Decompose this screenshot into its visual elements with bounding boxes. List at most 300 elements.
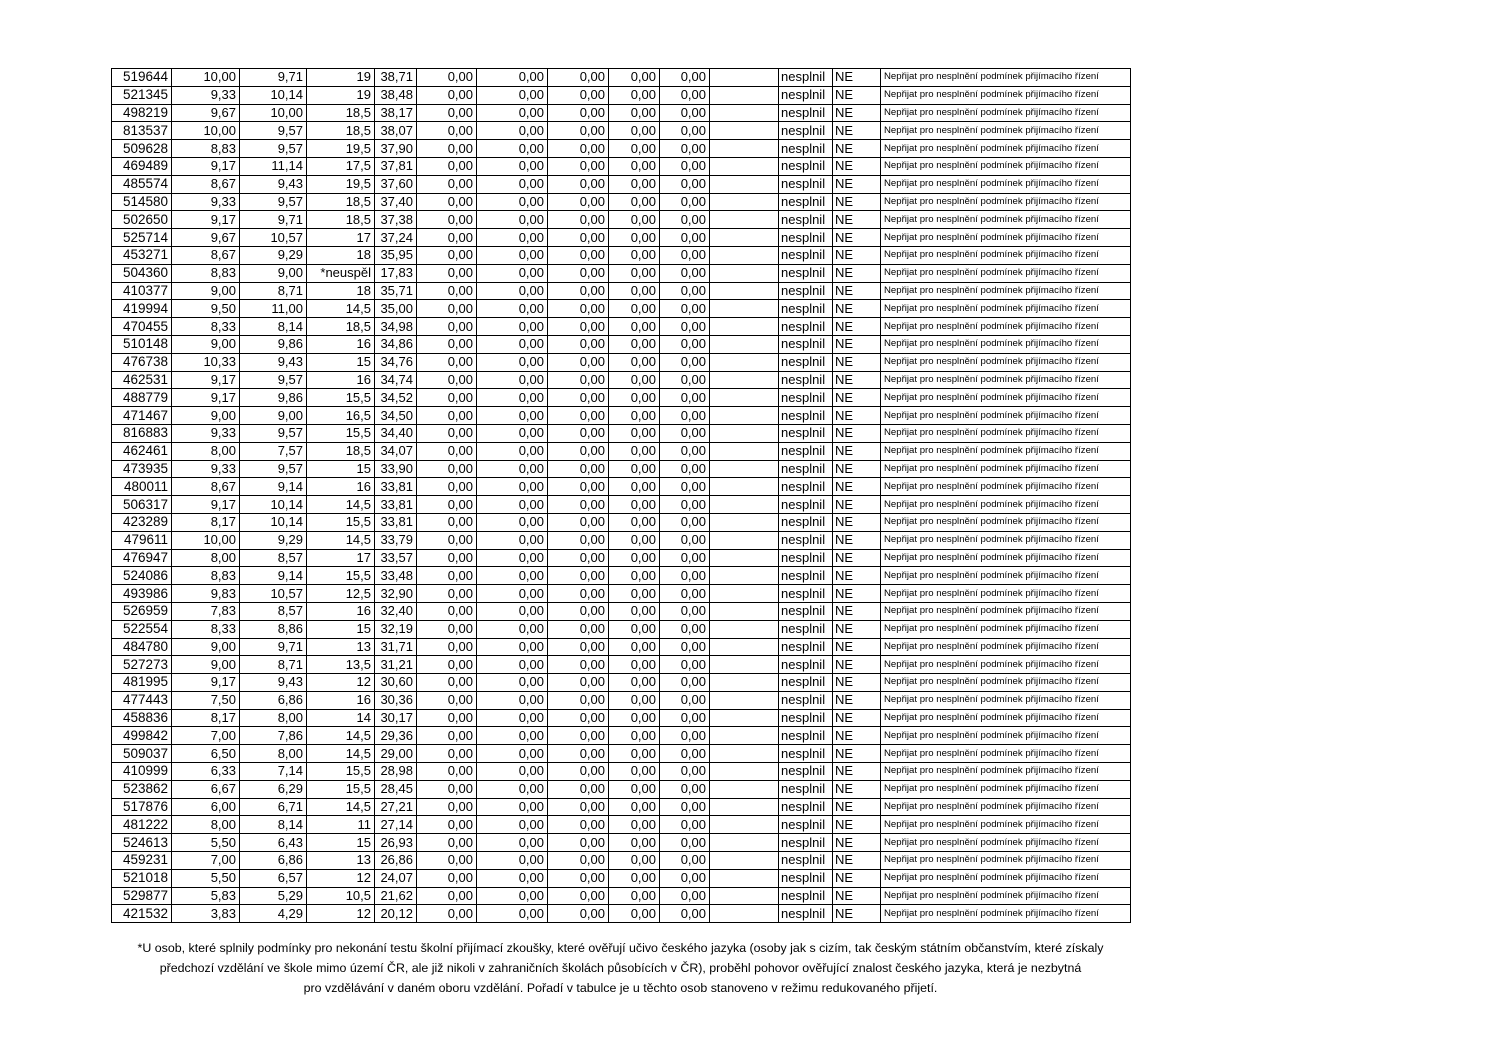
applicant-id-cell: 509037 <box>112 745 172 763</box>
score-7-cell: 0,00 <box>609 460 660 478</box>
score-5-cell: 0,00 <box>477 318 548 336</box>
condition-status-cell: nesplnil <box>779 745 833 763</box>
admitted-flag-cell: NE <box>833 745 881 763</box>
score-2-cell: 9,86 <box>240 335 307 353</box>
applicant-id-cell: 484780 <box>112 638 172 656</box>
condition-status-cell: nesplnil <box>779 140 833 158</box>
score-6-cell: 0,00 <box>548 852 609 870</box>
score-5-cell: 0,00 <box>477 211 548 229</box>
condition-status-cell: nesplnil <box>779 264 833 282</box>
admitted-flag-cell: NE <box>833 460 881 478</box>
score-4-cell: 0,00 <box>417 140 477 158</box>
score-4-cell: 0,00 <box>417 86 477 104</box>
score-7-cell: 0,00 <box>609 175 660 193</box>
admitted-flag-cell: NE <box>833 282 881 300</box>
score-7-cell: 0,00 <box>609 157 660 175</box>
score-5-cell: 0,00 <box>477 691 548 709</box>
admitted-flag-cell: NE <box>833 531 881 549</box>
condition-status-cell: nesplnil <box>779 531 833 549</box>
score-7-cell: 0,00 <box>609 763 660 781</box>
score-3-cell: 19,5 <box>307 140 375 158</box>
condition-status-cell: nesplnil <box>779 460 833 478</box>
condition-status-cell: nesplnil <box>779 674 833 692</box>
blank-cell-cell <box>710 371 779 389</box>
score-8-cell: 0,00 <box>660 727 710 745</box>
score-1-cell: 9,67 <box>172 229 240 247</box>
score-1-cell: 8,83 <box>172 567 240 585</box>
score-1-cell: 7,00 <box>172 727 240 745</box>
applicant-id-cell: 813537 <box>112 122 172 140</box>
table-row <box>112 69 1131 87</box>
score-2-cell: 7,57 <box>240 442 307 460</box>
score-4-cell: 0,00 <box>417 852 477 870</box>
total-score-cell: 29,00 <box>375 745 417 763</box>
score-6-cell: 0,00 <box>548 763 609 781</box>
applicant-id-cell: 523862 <box>112 780 172 798</box>
score-7-cell: 0,00 <box>609 798 660 816</box>
footnote-line-1: *U osob, které splnily podmínky pro nekonání testu školní přijímací zkoušky, které ověřují učivo českého jazyka (osoby jak s cizím, tak českým státním občanstvím, které získaly <box>137 941 1104 955</box>
condition-status-cell: nesplnil <box>779 549 833 567</box>
applicant-id-cell: 522554 <box>112 620 172 638</box>
blank-cell-cell <box>710 193 779 211</box>
score-1-cell: 8,67 <box>172 478 240 496</box>
table-row <box>112 193 1131 211</box>
table-row <box>112 335 1131 353</box>
score-5-cell: 0,00 <box>477 460 548 478</box>
table-row <box>112 389 1131 407</box>
score-2-cell: 9,71 <box>240 69 307 87</box>
condition-status-cell: nesplnil <box>779 104 833 122</box>
result-note-cell: Nepřijat pro nesplnění podmínek přijímacího řízení <box>881 656 1131 674</box>
score-8-cell: 0,00 <box>660 157 710 175</box>
score-5-cell: 0,00 <box>477 122 548 140</box>
score-2-cell: 9,57 <box>240 193 307 211</box>
total-score-cell: 28,98 <box>375 763 417 781</box>
result-note-cell: Nepřijat pro nesplnění podmínek přijímacího řízení <box>881 229 1131 247</box>
score-1-cell: 8,83 <box>172 140 240 158</box>
score-2-cell: 11,00 <box>240 300 307 318</box>
admitted-flag-cell: NE <box>833 674 881 692</box>
score-5-cell: 0,00 <box>477 887 548 905</box>
score-6-cell: 0,00 <box>548 816 609 834</box>
score-8-cell: 0,00 <box>660 371 710 389</box>
score-4-cell: 0,00 <box>417 104 477 122</box>
score-5-cell: 0,00 <box>477 175 548 193</box>
score-8-cell: 0,00 <box>660 442 710 460</box>
score-2-cell: 6,43 <box>240 834 307 852</box>
table-row <box>112 282 1131 300</box>
blank-cell-cell <box>710 852 779 870</box>
score-4-cell: 0,00 <box>417 638 477 656</box>
total-score-cell: 37,90 <box>375 140 417 158</box>
score-5-cell: 0,00 <box>477 780 548 798</box>
score-4-cell: 0,00 <box>417 674 477 692</box>
result-note-cell: Nepřijat pro nesplnění podmínek přijímacího řízení <box>881 709 1131 727</box>
score-8-cell: 0,00 <box>660 620 710 638</box>
score-1-cell: 9,33 <box>172 86 240 104</box>
score-7-cell: 0,00 <box>609 887 660 905</box>
total-score-cell: 32,90 <box>375 585 417 603</box>
score-5-cell: 0,00 <box>477 157 548 175</box>
score-1-cell: 10,33 <box>172 353 240 371</box>
score-8-cell: 0,00 <box>660 798 710 816</box>
table-row <box>112 549 1131 567</box>
result-note-cell: Nepřijat pro nesplnění podmínek přijímacího řízení <box>881 371 1131 389</box>
condition-status-cell: nesplnil <box>779 798 833 816</box>
table-row <box>112 424 1131 442</box>
score-5-cell: 0,00 <box>477 193 548 211</box>
condition-status-cell: nesplnil <box>779 193 833 211</box>
blank-cell-cell <box>710 211 779 229</box>
score-1-cell: 9,17 <box>172 389 240 407</box>
score-2-cell: 6,86 <box>240 852 307 870</box>
score-7-cell: 0,00 <box>609 264 660 282</box>
condition-status-cell: nesplnil <box>779 656 833 674</box>
score-4-cell: 0,00 <box>417 69 477 87</box>
score-3-cell: 14,5 <box>307 300 375 318</box>
admitted-flag-cell: NE <box>833 691 881 709</box>
score-4-cell: 0,00 <box>417 513 477 531</box>
condition-status-cell: nesplnil <box>779 86 833 104</box>
admitted-flag-cell: NE <box>833 567 881 585</box>
score-7-cell: 0,00 <box>609 869 660 887</box>
applicant-id-cell: 419994 <box>112 300 172 318</box>
score-3-cell: 12 <box>307 869 375 887</box>
table-row <box>112 460 1131 478</box>
score-8-cell: 0,00 <box>660 211 710 229</box>
admitted-flag-cell: NE <box>833 229 881 247</box>
result-note-cell: Nepřijat pro nesplnění podmínek přijímacího řízení <box>881 193 1131 211</box>
score-3-cell: *neuspěl <box>307 264 375 282</box>
score-4-cell: 0,00 <box>417 264 477 282</box>
score-5-cell: 0,00 <box>477 478 548 496</box>
applicant-id-cell: 479611 <box>112 531 172 549</box>
admitted-flag-cell: NE <box>833 318 881 336</box>
table-row <box>112 531 1131 549</box>
score-4-cell: 0,00 <box>417 442 477 460</box>
score-8-cell: 0,00 <box>660 424 710 442</box>
score-1-cell: 10,00 <box>172 531 240 549</box>
score-6-cell: 0,00 <box>548 887 609 905</box>
condition-status-cell: nesplnil <box>779 602 833 620</box>
table-row <box>112 229 1131 247</box>
admitted-flag-cell: NE <box>833 763 881 781</box>
score-5-cell: 0,00 <box>477 104 548 122</box>
score-5-cell: 0,00 <box>477 656 548 674</box>
score-7-cell: 0,00 <box>609 905 660 923</box>
table-row <box>112 353 1131 371</box>
applicant-id-cell: 524613 <box>112 834 172 852</box>
score-1-cell: 8,17 <box>172 513 240 531</box>
condition-status-cell: nesplnil <box>779 246 833 264</box>
table-row <box>112 371 1131 389</box>
score-7-cell: 0,00 <box>609 211 660 229</box>
score-3-cell: 14,5 <box>307 727 375 745</box>
applicant-id-cell: 510148 <box>112 335 172 353</box>
blank-cell-cell <box>710 407 779 425</box>
score-1-cell: 6,50 <box>172 745 240 763</box>
footnote-line-2: předchozí vzdělání ve škole mimo území ČR, ale již nikoli v zahraničních školách působících v ČR), proběhl pohovor ověřující znalost českého jazyka, která je nezbytná <box>159 961 1082 975</box>
score-3-cell: 19 <box>307 69 375 87</box>
score-4-cell: 0,00 <box>417 834 477 852</box>
table-row <box>112 86 1131 104</box>
total-score-cell: 26,86 <box>375 852 417 870</box>
applicant-id-cell: 481995 <box>112 674 172 692</box>
score-7-cell: 0,00 <box>609 69 660 87</box>
score-6-cell: 0,00 <box>548 620 609 638</box>
score-2-cell: 10,57 <box>240 585 307 603</box>
score-7-cell: 0,00 <box>609 816 660 834</box>
applicant-id-cell: 476738 <box>112 353 172 371</box>
applicant-id-cell: 499842 <box>112 727 172 745</box>
score-6-cell: 0,00 <box>548 478 609 496</box>
score-1-cell: 5,50 <box>172 834 240 852</box>
score-4-cell: 0,00 <box>417 229 477 247</box>
score-1-cell: 8,17 <box>172 709 240 727</box>
score-2-cell: 6,71 <box>240 798 307 816</box>
score-4-cell: 0,00 <box>417 246 477 264</box>
score-5-cell: 0,00 <box>477 709 548 727</box>
applicant-id-cell: 423289 <box>112 513 172 531</box>
score-6-cell: 0,00 <box>548 353 609 371</box>
result-note-cell: Nepřijat pro nesplnění podmínek přijímacího řízení <box>881 727 1131 745</box>
score-2-cell: 9,43 <box>240 175 307 193</box>
blank-cell-cell <box>710 229 779 247</box>
blank-cell-cell <box>710 691 779 709</box>
score-8-cell: 0,00 <box>660 300 710 318</box>
score-5-cell: 0,00 <box>477 549 548 567</box>
applicant-id-cell: 526959 <box>112 602 172 620</box>
score-8-cell: 0,00 <box>660 140 710 158</box>
blank-cell-cell <box>710 709 779 727</box>
score-2-cell: 4,29 <box>240 905 307 923</box>
score-6-cell: 0,00 <box>548 229 609 247</box>
score-6-cell: 0,00 <box>548 567 609 585</box>
total-score-cell: 34,86 <box>375 335 417 353</box>
total-score-cell: 35,00 <box>375 300 417 318</box>
condition-status-cell: nesplnil <box>779 318 833 336</box>
total-score-cell: 31,71 <box>375 638 417 656</box>
score-7-cell: 0,00 <box>609 780 660 798</box>
score-3-cell: 15,5 <box>307 513 375 531</box>
admitted-flag-cell: NE <box>833 496 881 514</box>
result-note-cell: Nepřijat pro nesplnění podmínek přijímacího řízení <box>881 140 1131 158</box>
blank-cell-cell <box>710 745 779 763</box>
admitted-flag-cell: NE <box>833 389 881 407</box>
score-1-cell: 9,00 <box>172 407 240 425</box>
score-4-cell: 0,00 <box>417 691 477 709</box>
total-score-cell: 30,60 <box>375 674 417 692</box>
applicant-id-cell: 471467 <box>112 407 172 425</box>
result-note-cell: Nepřijat pro nesplnění podmínek přijímacího řízení <box>881 798 1131 816</box>
table-row <box>112 175 1131 193</box>
score-2-cell: 9,29 <box>240 531 307 549</box>
score-7-cell: 0,00 <box>609 496 660 514</box>
score-3-cell: 13,5 <box>307 656 375 674</box>
total-score-cell: 30,17 <box>375 709 417 727</box>
admitted-flag-cell: NE <box>833 104 881 122</box>
blank-cell-cell <box>710 442 779 460</box>
result-note-cell: Nepřijat pro nesplnění podmínek přijímacího řízení <box>881 620 1131 638</box>
admitted-flag-cell: NE <box>833 602 881 620</box>
result-note-cell: Nepřijat pro nesplnění podmínek přijímacího řízení <box>881 318 1131 336</box>
score-2-cell: 6,86 <box>240 691 307 709</box>
applicant-id-cell: 481222 <box>112 816 172 834</box>
score-1-cell: 9,33 <box>172 460 240 478</box>
score-7-cell: 0,00 <box>609 122 660 140</box>
score-5-cell: 0,00 <box>477 86 548 104</box>
score-8-cell: 0,00 <box>660 691 710 709</box>
score-1-cell: 9,00 <box>172 656 240 674</box>
table-row <box>112 763 1131 781</box>
score-3-cell: 12,5 <box>307 585 375 603</box>
score-3-cell: 18,5 <box>307 318 375 336</box>
applicant-id-cell: 469489 <box>112 157 172 175</box>
admitted-flag-cell: NE <box>833 157 881 175</box>
score-4-cell: 0,00 <box>417 905 477 923</box>
blank-cell-cell <box>710 567 779 585</box>
score-2-cell: 8,00 <box>240 745 307 763</box>
score-1-cell: 9,00 <box>172 282 240 300</box>
applicant-id-cell: 514580 <box>112 193 172 211</box>
score-2-cell: 10,00 <box>240 104 307 122</box>
score-4-cell: 0,00 <box>417 798 477 816</box>
admitted-flag-cell: NE <box>833 371 881 389</box>
score-6-cell: 0,00 <box>548 104 609 122</box>
score-1-cell: 3,83 <box>172 905 240 923</box>
score-2-cell: 9,86 <box>240 389 307 407</box>
score-4-cell: 0,00 <box>417 193 477 211</box>
table-row <box>112 264 1131 282</box>
condition-status-cell: nesplnil <box>779 567 833 585</box>
score-6-cell: 0,00 <box>548 798 609 816</box>
result-note-cell: Nepřijat pro nesplnění podmínek přijímacího řízení <box>881 335 1131 353</box>
score-6-cell: 0,00 <box>548 86 609 104</box>
score-8-cell: 0,00 <box>660 887 710 905</box>
score-2-cell: 9,14 <box>240 567 307 585</box>
score-3-cell: 16 <box>307 371 375 389</box>
table-row <box>112 638 1131 656</box>
score-5-cell: 0,00 <box>477 852 548 870</box>
score-3-cell: 10,5 <box>307 887 375 905</box>
score-1-cell: 9,00 <box>172 335 240 353</box>
condition-status-cell: nesplnil <box>779 852 833 870</box>
score-2-cell: 10,57 <box>240 229 307 247</box>
score-7-cell: 0,00 <box>609 371 660 389</box>
result-note-cell: Nepřijat pro nesplnění podmínek přijímacího řízení <box>881 585 1131 603</box>
score-6-cell: 0,00 <box>548 691 609 709</box>
applicant-id-cell: 453271 <box>112 246 172 264</box>
score-2-cell: 9,43 <box>240 353 307 371</box>
score-1-cell: 8,83 <box>172 264 240 282</box>
score-7-cell: 0,00 <box>609 104 660 122</box>
admitted-flag-cell: NE <box>833 300 881 318</box>
score-8-cell: 0,00 <box>660 852 710 870</box>
total-score-cell: 24,07 <box>375 869 417 887</box>
score-1-cell: 8,67 <box>172 175 240 193</box>
applicant-id-cell: 529877 <box>112 887 172 905</box>
total-score-cell: 34,98 <box>375 318 417 336</box>
admitted-flag-cell: NE <box>833 211 881 229</box>
score-8-cell: 0,00 <box>660 674 710 692</box>
blank-cell-cell <box>710 905 779 923</box>
table-row <box>112 745 1131 763</box>
applicant-id-cell: 485574 <box>112 175 172 193</box>
score-4-cell: 0,00 <box>417 282 477 300</box>
condition-status-cell: nesplnil <box>779 905 833 923</box>
score-5-cell: 0,00 <box>477 798 548 816</box>
condition-status-cell: nesplnil <box>779 300 833 318</box>
score-7-cell: 0,00 <box>609 602 660 620</box>
score-2-cell: 6,57 <box>240 869 307 887</box>
blank-cell-cell <box>710 246 779 264</box>
applicant-id-cell: 459231 <box>112 852 172 870</box>
score-4-cell: 0,00 <box>417 478 477 496</box>
score-7-cell: 0,00 <box>609 709 660 727</box>
applicant-id-cell: 462461 <box>112 442 172 460</box>
score-1-cell: 9,17 <box>172 674 240 692</box>
blank-cell-cell <box>710 86 779 104</box>
admitted-flag-cell: NE <box>833 887 881 905</box>
score-8-cell: 0,00 <box>660 478 710 496</box>
result-note-cell: Nepřijat pro nesplnění podmínek přijímacího řízení <box>881 282 1131 300</box>
score-8-cell: 0,00 <box>660 104 710 122</box>
score-4-cell: 0,00 <box>417 656 477 674</box>
condition-status-cell: nesplnil <box>779 175 833 193</box>
score-5-cell: 0,00 <box>477 246 548 264</box>
total-score-cell: 33,81 <box>375 478 417 496</box>
admitted-flag-cell: NE <box>833 478 881 496</box>
score-3-cell: 18 <box>307 246 375 264</box>
score-4-cell: 0,00 <box>417 567 477 585</box>
score-2-cell: 10,14 <box>240 86 307 104</box>
score-6-cell: 0,00 <box>548 869 609 887</box>
applicant-id-cell: 527273 <box>112 656 172 674</box>
score-6-cell: 0,00 <box>548 371 609 389</box>
result-note-cell: Nepřijat pro nesplnění podmínek přijímacího řízení <box>881 246 1131 264</box>
score-5-cell: 0,00 <box>477 300 548 318</box>
blank-cell-cell <box>710 780 779 798</box>
score-2-cell: 5,29 <box>240 887 307 905</box>
score-7-cell: 0,00 <box>609 353 660 371</box>
score-7-cell: 0,00 <box>609 727 660 745</box>
score-5-cell: 0,00 <box>477 638 548 656</box>
score-3-cell: 18,5 <box>307 442 375 460</box>
score-2-cell: 9,57 <box>240 460 307 478</box>
table-row <box>112 656 1131 674</box>
score-5-cell: 0,00 <box>477 389 548 407</box>
score-8-cell: 0,00 <box>660 193 710 211</box>
score-2-cell: 8,57 <box>240 602 307 620</box>
admitted-flag-cell: NE <box>833 69 881 87</box>
blank-cell-cell <box>710 834 779 852</box>
score-3-cell: 17,5 <box>307 157 375 175</box>
result-note-cell: Nepřijat pro nesplnění podmínek přijímacího řízení <box>881 424 1131 442</box>
applicant-id-cell: 504360 <box>112 264 172 282</box>
blank-cell-cell <box>710 727 779 745</box>
condition-status-cell: nesplnil <box>779 887 833 905</box>
result-note-cell: Nepřijat pro nesplnění podmínek přijímacího řízení <box>881 496 1131 514</box>
score-4-cell: 0,00 <box>417 745 477 763</box>
result-note-cell: Nepřijat pro nesplnění podmínek přijímacího řízení <box>881 887 1131 905</box>
score-2-cell: 9,14 <box>240 478 307 496</box>
score-6-cell: 0,00 <box>548 69 609 87</box>
score-2-cell: 8,57 <box>240 549 307 567</box>
score-6-cell: 0,00 <box>548 246 609 264</box>
score-1-cell: 10,00 <box>172 69 240 87</box>
score-6-cell: 0,00 <box>548 656 609 674</box>
score-4-cell: 0,00 <box>417 763 477 781</box>
